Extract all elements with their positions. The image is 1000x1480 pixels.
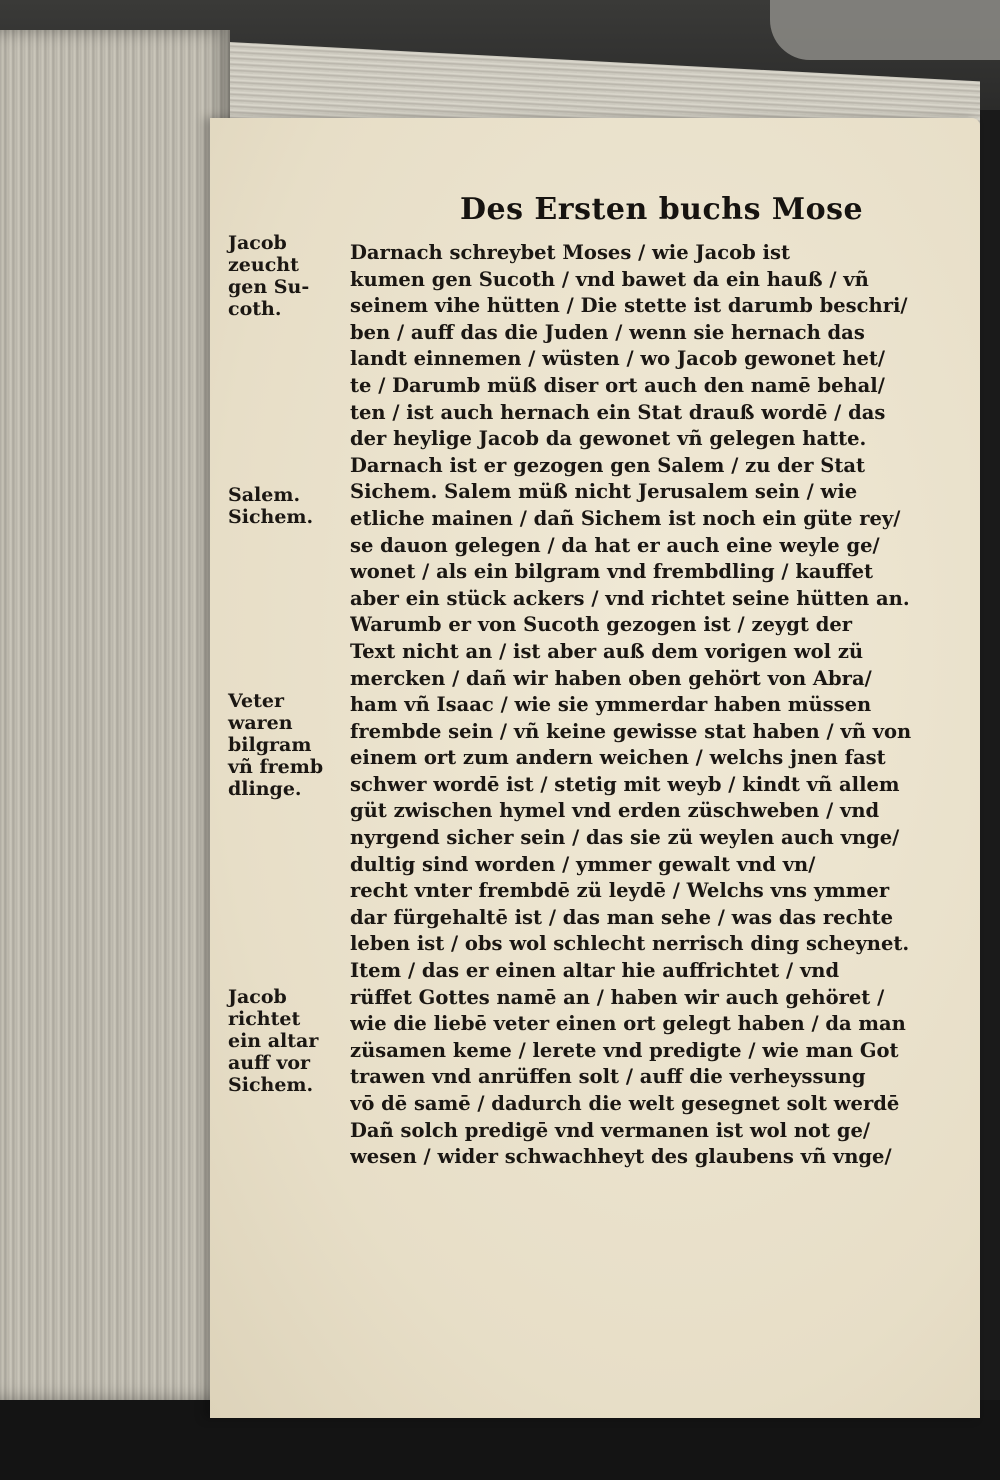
marginal-note-line: Sichem. <box>228 506 314 528</box>
body-line: kumen gen Sucoth / vnd bawet da ein hauß / vñ <box>350 267 869 291</box>
body-line: züsamen keme / lerete vnd predigte / wie man Got <box>350 1038 899 1062</box>
body-line: te / Darumb müß diser ort auch den namē behal/ <box>350 373 885 397</box>
marginal-note-line: vñ fremb <box>228 756 324 778</box>
marginal-note-line: zeucht <box>228 254 299 276</box>
marginal-note-line: Jacob <box>228 986 287 1008</box>
marginal-note-line: Veter <box>228 690 284 712</box>
body-line: trawen vnd anrüffen solt / auff die verheyssung <box>350 1065 866 1089</box>
marginal-note-line: Jacob <box>228 232 287 254</box>
body-text <box>350 240 935 1171</box>
running-head: Des Ersten buchs Mose <box>460 192 864 227</box>
marginal-note-line: bilgram <box>228 734 312 756</box>
marginal-note-salem-sichem <box>228 484 346 528</box>
body-line: etliche mainen / dañ Sichem ist noch ein güte rey/ <box>350 506 901 530</box>
body-line: ham vñ Isaac / wie sie ymmerdar haben müssen <box>350 693 872 717</box>
body-line: Text nicht an / ist aber auß dem vorigen wol zü <box>350 639 864 663</box>
body-line: nyrgend sicher sein / das sie zü weylen auch vnge/ <box>350 826 900 850</box>
body-line: leben ist / obs wol schlecht nerrisch ding scheynet. <box>350 932 910 956</box>
body-line: ten / ist auch hernach ein Stat drauß wordē / das <box>350 400 886 424</box>
body-line: schwer wordē ist / stetig mit weyb / kindt vñ allem <box>350 772 900 796</box>
body-line: landt einnemen / wüsten / wo Jacob gewonet het/ <box>350 347 886 371</box>
body-line: recht vnter frembdē zü leydē / Welchs vns ymmer <box>350 879 890 903</box>
body-line: Darnach ist er gezogen gen Salem / zu der Stat <box>350 453 865 477</box>
marginal-note-line: Salem. <box>228 484 301 506</box>
marginal-note-line: coth. <box>228 298 282 320</box>
body-line: güt zwischen hymel vnd erden züschweben / vnd <box>350 799 880 823</box>
body-line: se dauon gelegen / da hat er auch eine weyle ge/ <box>350 533 880 557</box>
body-line: frembde sein / vñ keine gewisse stat haben / vñ von <box>350 719 912 743</box>
marginal-note-line: gen Su- <box>228 276 310 298</box>
marginal-note-line: dlinge. <box>228 778 302 800</box>
body-line: einem ort zum andern weichen / welchs jnen fast <box>350 746 886 770</box>
marginal-note-line: auff vor <box>228 1052 311 1074</box>
marginal-note-line: waren <box>228 712 293 734</box>
body-line: Sichem. Salem müß nicht Jerusalem sein / wie <box>350 480 858 504</box>
body-line: seinem vihe hütten / Die stette ist darumb beschri/ <box>350 294 908 318</box>
body-line: rüffet Gottes namē an / haben wir auch gehöret / <box>350 985 885 1009</box>
marginal-note-jacob-sucoth <box>228 232 346 320</box>
marginal-note-jacob-altar <box>228 986 346 1096</box>
body-line: wie die liebē veter einen ort gelegt haben / da man <box>350 1012 906 1036</box>
body-line: aber ein stück ackers / vnd richtet seine hütten an. <box>350 586 910 610</box>
body-line: ben / auff das die Juden / wenn sie hernach das <box>350 320 865 344</box>
marginal-note-line: Sichem. <box>228 1074 314 1096</box>
body-line: Item / das er einen altar hie auffrichtet / vnd <box>350 959 840 983</box>
body-line: Dañ solch predigē vnd vermanen ist wol not ge/ <box>350 1118 871 1142</box>
body-line: dar fürgehaltē ist / das man sehe / was das rechte <box>350 905 894 929</box>
body-line: wonet / als ein bilgram vnd frembdling / kauffet <box>350 560 874 584</box>
body-line: mercken / dañ wir haben oben gehört von Abra/ <box>350 666 872 690</box>
body-line: der heylige Jacob da gewonet vñ gelegen hatte. <box>350 427 867 451</box>
body-line: Warumb er von Sucoth gezogen ist / zeygt der <box>350 613 853 637</box>
body-line: Darnach schreybet Moses / wie Jacob ist <box>350 241 790 264</box>
page-edges-left <box>0 30 230 1400</box>
body-line: wesen / wider schwachheyt des glaubens vñ vnge/ <box>350 1145 892 1169</box>
background-cloth <box>770 0 1000 60</box>
body-line: dultig sind worden / ymmer gewalt vnd vn/ <box>350 852 816 876</box>
body-line: vō dē samē / dadurch die welt gesegnet solt werdē <box>350 1092 900 1115</box>
marginal-note-line: richtet <box>228 1008 301 1030</box>
marginal-note-veter-bilgram <box>228 690 346 800</box>
marginal-note-line: ein altar <box>228 1030 319 1052</box>
